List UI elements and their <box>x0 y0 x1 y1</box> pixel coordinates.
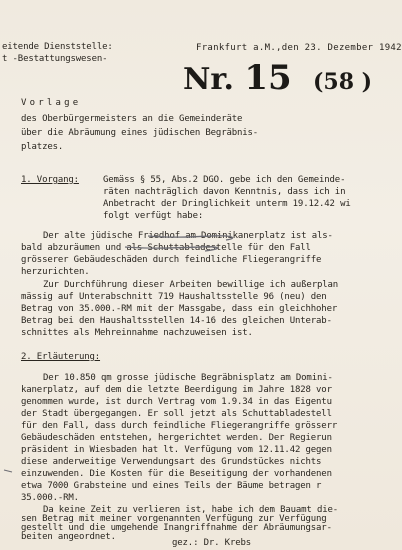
section-2-line: kanerplatz, auf dem die letzte Beerdigung im Jahre 1828 vor <box>21 385 332 395</box>
signature: gez.: Dr. Krebs <box>172 538 252 548</box>
section-1-line: folgt verfügt habe: <box>103 211 204 221</box>
nr-label: Nr. <box>183 62 234 97</box>
margin-tick <box>4 470 12 472</box>
para-1-line: Der alte jüdische Friedhof am Dominikanerplatz ist als- <box>43 231 333 241</box>
nr-number: 15 <box>244 58 292 98</box>
underline-scribble-1 <box>148 236 233 240</box>
title-line-3: platzes. <box>21 142 64 152</box>
title-line-1: des Oberbürgermeisters an die Gemeinderäte <box>21 114 243 124</box>
underline-scribble-2 <box>125 247 218 251</box>
title-line-2: über die Abräumung eines jüdischen Begräbnis- <box>21 128 259 138</box>
section-2-line: Der 10.850 qm grosse jüdische Begräbnisplatz am Domini- <box>43 373 333 383</box>
dept-line-1: eitende Dienststelle: <box>2 42 113 52</box>
section-2-line: Da keine Zeit zu verlieren ist, habe ich dem Bauamt die- <box>43 505 339 515</box>
para-2-line: Betrag bei den Haushaltsstellen 14-16 des gleichen Unterab- <box>21 316 332 326</box>
section-2-line: Gebäudeschäden entstehen, hergerichtet werden. Der Regierun <box>21 433 332 443</box>
section-2-line: etwa 7000 Grabsteine und eines Teils der Bäume betragen r <box>21 481 322 491</box>
para-2-line: schnittes als Mehreinnahme nachzuweisen ist. <box>21 328 253 338</box>
section-2-line: sen Betrag mit meiner vorgenannten Verfügung zur Verfügung <box>21 514 327 524</box>
section-1-line: räten nachträglich davon Kenntnis, dass ich in <box>103 187 346 197</box>
section-2-line: für den Fall, dass durch feindliche Fliegerangriffe grösserr <box>21 421 338 431</box>
section-2-heading: 2. Erläuterung: <box>21 352 101 362</box>
section-2-line: der Stadt übergegangen. Er soll jetzt als Schuttabladestell <box>21 409 332 419</box>
para-2-line: mässig auf Unterabschnitt 719 Haushaltsstelle 96 (neu) den <box>21 292 327 302</box>
section-2-line: einzuwenden. Die Kosten für die Beseitigung der vorhandenen <box>21 469 332 479</box>
section-1-heading: 1. Vorgang: <box>21 175 79 185</box>
section-2-line: genommen wurde, ist durch Vertrag vom 1.9.34 in das Eigentu <box>21 397 332 407</box>
section-2-line: gestellt und die umgehende Inangriffnahme der Abräumungsar- <box>21 523 332 533</box>
section-2-line: diese anderweitige Verwendungsart des Grundstückes nichts <box>21 457 322 467</box>
section-1-line: Anbetracht der Dringlichkeit unterm 19.12.42 wi <box>103 199 351 209</box>
dept-line-2: t -Bestattungswesen- <box>2 54 108 64</box>
nr-parenthetical: (58 ) <box>313 69 373 95</box>
section-2-line: 35.000.-RM. <box>21 493 79 503</box>
para-2-line: Betrag von 35.000.-RM mit der Massgabe, dass ein gleichhoher <box>21 304 338 314</box>
section-1-line: Gemäss § 55, Abs.2 DGO. gebe ich den Gemeinde- <box>103 175 346 185</box>
para-2-line: Zur Durchführung dieser Arbeiten bewillige ich außerplan <box>43 280 339 290</box>
place-date: Frankfurt a.M.,den 23. Dezember 1942 <box>196 43 402 53</box>
para-1-line: bald abzuräumen und als Schuttabladestelle für den Fall <box>21 243 311 253</box>
para-1-line: grösserer Gebäudeschäden durch feindliche Fliegerangriffe <box>21 255 322 265</box>
para-1-line: herzurichten. <box>21 267 90 277</box>
title-word: Vorlage <box>21 98 82 108</box>
section-2-line: präsident in Wiesbaden hat lt. Verfügung vom 12.11.42 gegen <box>21 445 332 455</box>
section-2-line: beiten angeordnet. <box>21 532 116 542</box>
